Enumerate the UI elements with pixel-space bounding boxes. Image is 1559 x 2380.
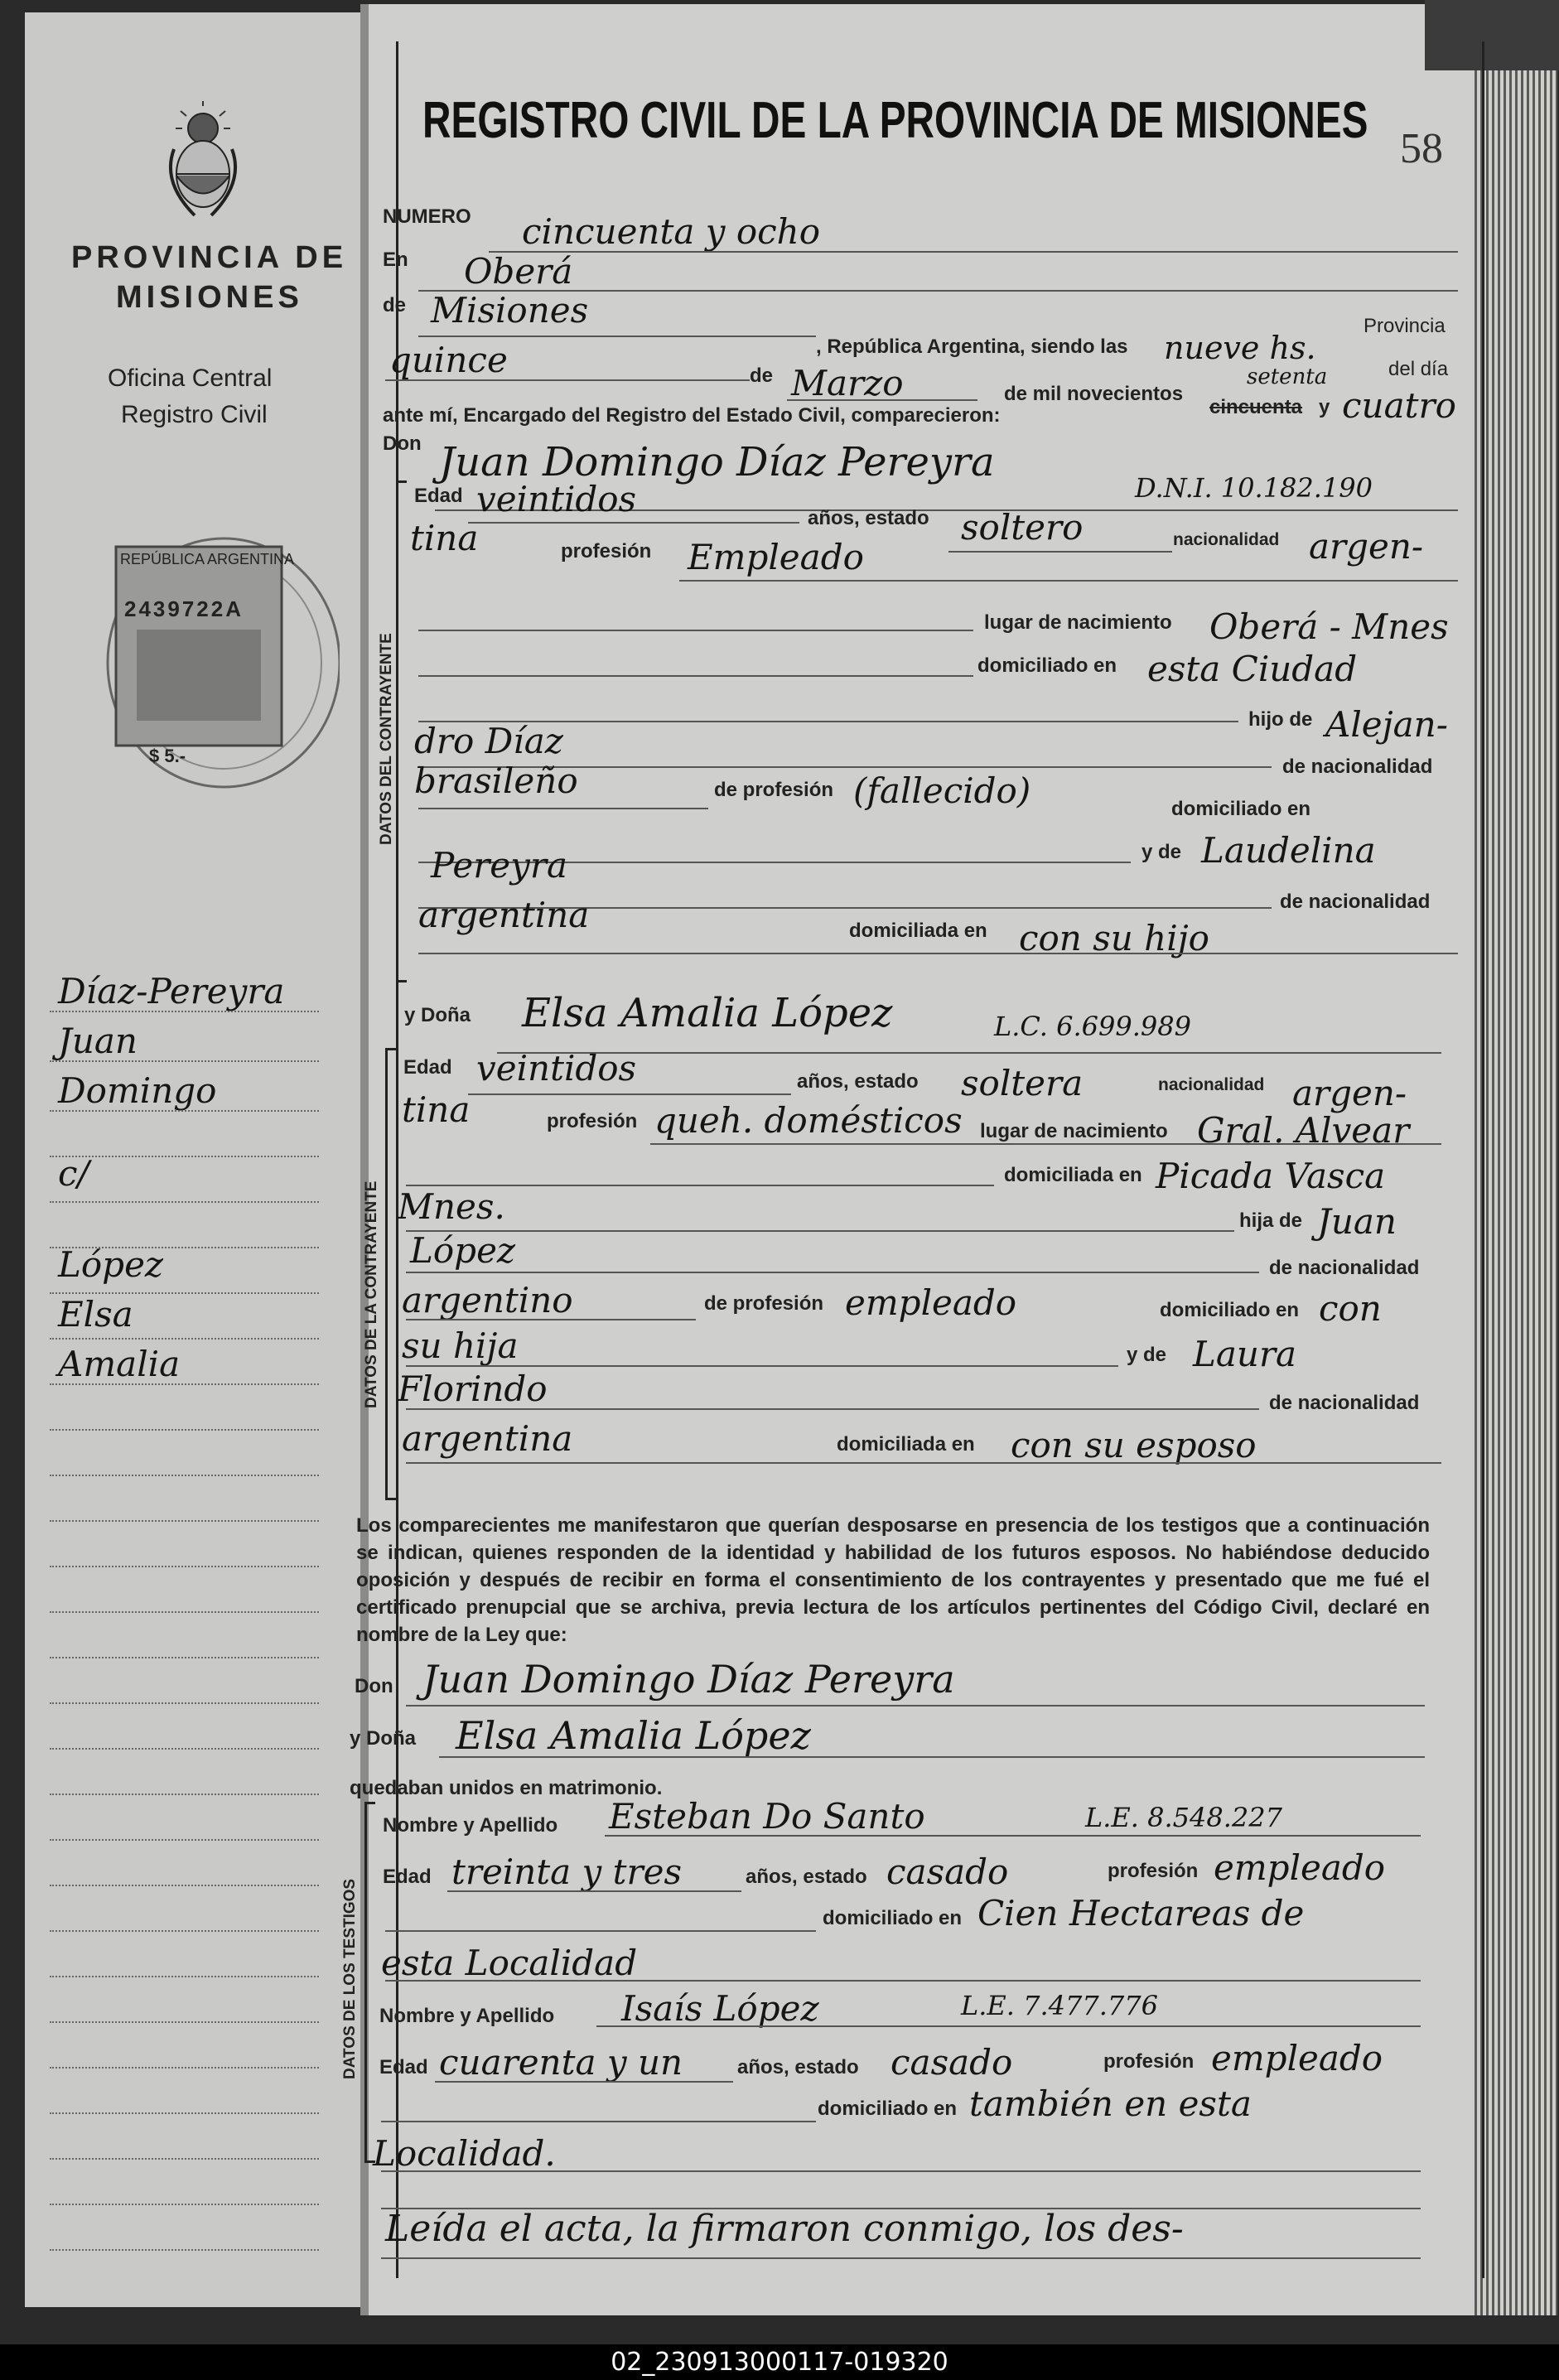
ruled-line: [50, 1475, 319, 1476]
t1-estado: casado: [886, 1851, 1009, 1892]
ruled-line: [50, 1566, 319, 1567]
groom-madre-nac-label: de nacionalidad: [1280, 891, 1431, 913]
decl-don-label: Don: [355, 1675, 393, 1697]
dia-value: quince: [389, 340, 508, 380]
groom-prof-line: [679, 580, 1458, 582]
t2-anios-label: años, estado: [737, 2056, 859, 2078]
groom-document: D.N.I. 10.182.190: [1135, 472, 1373, 504]
ante-mi-text: ante mí, Encargado del Registro del Estado Civil, comparecieron:: [383, 404, 1001, 427]
bride-lugar: Gral. Alvear: [1197, 1110, 1410, 1151]
ruled-line: [50, 1885, 319, 1886]
bride-domic-label: domiciliada en: [1004, 1164, 1142, 1186]
groom-domic-label: domiciliado en: [977, 654, 1117, 677]
bride-domicilio-a: Picada Vasca: [1156, 1156, 1386, 1196]
del-dia-label: del día: [1388, 358, 1449, 380]
ruled-line: [50, 1657, 319, 1658]
de-label: de: [383, 294, 407, 316]
stamp-serial: 2439722A: [124, 596, 244, 621]
bride-madre-nac-label: de nacionalidad: [1269, 1392, 1420, 1414]
groom-padre-a: Alejan-: [1325, 704, 1448, 745]
groom-padre-nac-line: [418, 808, 708, 809]
bride-hija-line: [406, 1230, 1234, 1232]
bride-edad-label: Edad: [403, 1056, 452, 1079]
bride-padre-nacionalidad: argentino: [402, 1280, 573, 1320]
ruled-line: [50, 1429, 319, 1431]
ruled-line: [50, 2249, 319, 2251]
ruled-line: [50, 1793, 319, 1795]
groom-padre-prof-label: de profesión: [714, 779, 834, 801]
bride-y-de-label: y de: [1127, 1344, 1167, 1366]
groom-nac-b: tina: [410, 518, 479, 558]
dia-line: [385, 379, 750, 381]
groom-madre-dom-line: [418, 953, 1458, 954]
page-edges: [1475, 4, 1557, 2315]
groom-padre-profesion: (fallecido): [853, 770, 1031, 811]
margin-name-6: Amalia: [58, 1344, 181, 1384]
testigos-side-label: DATOS DE LOS TESTIGOS: [341, 1878, 359, 2079]
groom-edad: veintidos: [476, 479, 637, 519]
ruled-line: [50, 1156, 319, 1157]
t1-domic-line: [385, 1980, 1421, 1982]
groom-nac-a: argen-: [1309, 526, 1424, 567]
bride-padre-line: [406, 1272, 1259, 1273]
groom-lugar-label: lugar de nacimiento: [984, 611, 1172, 634]
mes-line: [787, 399, 977, 401]
ruled-line: [50, 1011, 319, 1012]
decl-dona-label: y Doña: [350, 1727, 417, 1750]
t1-domicilio-b: esta Localidad: [381, 1943, 638, 1983]
stamp-country: REPÚBLICA ARGENTINA: [120, 551, 295, 567]
hora-value: nueve hs.: [1164, 330, 1316, 366]
groom-name: Juan Domingo Díaz Pereyra: [439, 439, 995, 485]
anio-y: y: [1319, 396, 1330, 418]
bride-madre-dom-line: [406, 1462, 1441, 1464]
t1-doc: L.E. 8.548.227: [1085, 1802, 1282, 1833]
bride-prof-label: profesión: [547, 1110, 638, 1132]
groom-anios-label: años, estado: [808, 507, 929, 529]
t2-nombre-line: [596, 2025, 1421, 2027]
closing-line: [381, 2257, 1421, 2259]
en-value: Oberá: [464, 251, 573, 292]
ruled-line: [50, 1110, 319, 1112]
t1-profesion: empleado: [1214, 1847, 1386, 1888]
groom-edad-label: Edad: [414, 485, 463, 507]
t2-domic-label: domiciliado en: [818, 2098, 958, 2120]
t2-profesion: empleado: [1211, 2038, 1383, 2078]
republica-label: , República Argentina, siendo las: [816, 336, 1128, 358]
t1-nombre: Esteban Do Santo: [609, 1796, 925, 1837]
margin-name-0: Díaz-Pereyra: [58, 971, 285, 1011]
groom-side-label: DATOS DEL CONTRAYENTE: [378, 633, 395, 845]
bride-padre-prof-label: de profesión: [704, 1292, 824, 1315]
t2-blank-line: [381, 2121, 816, 2122]
ruled-line: [50, 2067, 319, 2069]
bride-madre-line: [406, 1365, 1118, 1367]
office-line1: Oficina Central: [108, 364, 273, 392]
groom-y-de-label: y de: [1141, 841, 1182, 863]
groom-bracket: [396, 480, 407, 982]
bride-padre-domicilio-b: su hija: [402, 1325, 519, 1366]
groom-blank-line: [418, 630, 973, 631]
bride-lugar-label: lugar de nacimiento: [980, 1120, 1168, 1142]
bride-side-label: DATOS DE LA CONTRAYENTE: [363, 1180, 380, 1408]
groom-madre-b: Pereyra: [431, 845, 568, 886]
t2-domic-line: [381, 2170, 1421, 2172]
footer-id: 02_230913000117-019320: [0, 2344, 1559, 2380]
bride-padre-a: Juan: [1317, 1201, 1397, 1242]
ruled-line: [50, 2204, 319, 2205]
bride-nacion-label: de nacionalidad: [1269, 1257, 1420, 1279]
t1-blank-line: [385, 1930, 816, 1932]
bride-padre-domic-label: domiciliado en: [1160, 1299, 1300, 1321]
groom-lugar: Oberá - Mnes: [1209, 606, 1449, 647]
t1-anios-label: años, estado: [746, 1866, 867, 1888]
bride-madre-b: Florindo: [398, 1369, 548, 1409]
groom-edad-line: [468, 522, 799, 524]
t1-domicilio-a: Cien Hectareas de: [977, 1893, 1305, 1933]
groom-hijo-label: hijo de: [1248, 708, 1313, 731]
bride-edad: veintidos: [476, 1048, 637, 1089]
t2-doc: L.E. 7.477.776: [961, 1990, 1158, 2021]
bride-document: L.C. 6.699.989: [994, 1011, 1191, 1042]
ruled-line: [50, 1060, 319, 1062]
t2-nombre: Isaís López: [621, 1988, 819, 2029]
ruled-line: [50, 1520, 319, 1522]
anio-inserted: setenta: [1247, 364, 1328, 389]
bride-anios-label: años, estado: [797, 1070, 919, 1093]
page-title: REGISTRO CIVIL DE LA PROVINCIA DE MISIONES: [422, 92, 1368, 149]
groom-domic-line: [418, 675, 973, 677]
ruled-line: [50, 1976, 319, 1977]
bride-profesion: queh. domésticos: [654, 1100, 963, 1141]
testigos-bracket: [364, 1802, 375, 2163]
t2-edad-line: [435, 2081, 733, 2083]
bride-padre-profesion: empleado: [845, 1282, 1017, 1323]
ruled-line: [50, 2158, 319, 2160]
dona-label: y Doña: [404, 1004, 471, 1026]
provincia-label: Provincia: [1364, 315, 1446, 337]
ruled-line: [50, 1611, 319, 1613]
declaration-text: Los comparecientes me manifestaron que querían desposarse en presencia de los testigos que a continuación se indican, quienes responden de la identidad y habilidad de los futuros esposos. No habiéndose deducido oposición y después de recibir en forma el consentimiento de los contrayentes y presentado que me fué el certificado prenupcial que se archiva, previa lectura de los artículos pertinentes del Código Civil, declaré en nombre de la Ley que:: [356, 1514, 1430, 1646]
bride-name: Elsa Amalia López: [522, 990, 893, 1036]
bride-nac-label: nacionalidad: [1158, 1075, 1265, 1094]
groom-padre-nacionalidad: brasileño: [414, 760, 578, 801]
bride-madre-domicilio: con su esposo: [1011, 1425, 1257, 1465]
bride-prof-line: [650, 1143, 1441, 1145]
numero-value: cincuenta y ocho: [522, 211, 820, 252]
ruled-line: [50, 1292, 319, 1294]
en-label: En: [383, 249, 408, 271]
groom-profesion: Empleado: [688, 537, 864, 577]
groom-madre-nacionalidad: argentina: [418, 895, 590, 935]
bride-madre-a: Laura: [1193, 1334, 1297, 1374]
bride-nac-a: argen-: [1292, 1073, 1407, 1113]
groom-padre-b: dro Díaz: [414, 721, 563, 761]
t1-domic-label: domiciliado en: [823, 1907, 963, 1929]
t2-estado: casado: [891, 2042, 1013, 2083]
bride-edad-line: [468, 1093, 791, 1095]
t2-domicilio-b: Localidad.: [373, 2133, 556, 2174]
t2-domicilio-a: también en esta: [969, 2083, 1252, 2124]
margin-name-5: Elsa: [58, 1294, 133, 1335]
t1-edad: treinta y tres: [451, 1851, 683, 1892]
anio-label: de mil novecientos: [1004, 383, 1184, 405]
groom-domicilio: esta Ciudad: [1147, 649, 1358, 689]
bride-domicilio-b: Mnes.: [398, 1186, 505, 1227]
fiscal-stamp: [91, 530, 340, 862]
page-number: 58: [1400, 125, 1443, 172]
groom-nacion-label: de nacionalidad: [1282, 756, 1433, 778]
t1-edad-label: Edad: [383, 1866, 432, 1888]
office-line2: Registro Civil: [121, 401, 268, 428]
groom-padre-domic-label: domiciliado en: [1171, 798, 1311, 820]
bride-padre-domicilio-a: con: [1319, 1288, 1382, 1329]
groom-madre-domic-label: domiciliada en: [849, 920, 987, 942]
ruled-line: [50, 2112, 319, 2114]
ruled-line: [50, 1338, 319, 1340]
t2-nombre-label: Nombre y Apellido: [379, 2005, 555, 2027]
de-line: [418, 336, 816, 337]
decl-don: Juan Domingo Díaz Pereyra: [422, 1657, 955, 1702]
de-mes-label: de: [750, 364, 774, 387]
t2-prof-label: profesión: [1103, 2050, 1195, 2073]
margin-name-4: López: [58, 1244, 164, 1285]
de-value: Misiones: [431, 290, 589, 331]
groom-madre-a: Laudelina: [1201, 830, 1376, 871]
quedaban-text: quedaban unidos en matrimonio.: [350, 1777, 663, 1799]
t2-edad: cuarenta y un: [439, 2042, 683, 2083]
t1-nombre-line: [605, 1835, 1421, 1837]
ruled-line: [50, 2021, 319, 2023]
bride-madre-name-line: [406, 1408, 1259, 1410]
ruled-line: [50, 1748, 319, 1750]
bride-padre-b: López: [410, 1230, 516, 1271]
decl-don-line: [406, 1705, 1425, 1707]
numero-line: [489, 251, 1458, 253]
province-line1: PROVINCIA DE: [71, 240, 348, 275]
ruled-line: [50, 1383, 319, 1385]
bride-name-line: [497, 1052, 1441, 1054]
t1-prof-label: profesión: [1108, 1860, 1199, 1882]
bride-madre-domic-label: domiciliada en: [837, 1433, 975, 1456]
groom-nac-label: nacionalidad: [1173, 530, 1280, 549]
groom-estado: soltero: [961, 507, 1084, 548]
anio-struck: cincuenta: [1209, 396, 1303, 418]
bride-estado: soltera: [961, 1063, 1084, 1103]
ruled-line: [50, 1702, 319, 1704]
decl-dona-line: [439, 1756, 1425, 1758]
bride-hija-label: hija de: [1239, 1209, 1303, 1232]
anio-end: cuatro: [1342, 385, 1456, 426]
bride-madre-nacionalidad: argentina: [402, 1418, 573, 1459]
bride-padre-nac-line: [406, 1319, 696, 1320]
margin-name-1: Juan: [58, 1021, 138, 1061]
argentina-coat-of-arms-icon: [157, 99, 249, 224]
bride-nac-b: tina: [402, 1089, 471, 1130]
ruled-line: [50, 1247, 319, 1248]
groom-madre-domicilio: con su hijo: [1019, 918, 1209, 958]
province-line2: MISIONES: [116, 280, 303, 315]
margin-name-3: c/: [58, 1153, 89, 1194]
ruled-line: [50, 1201, 319, 1203]
closing-text: Leída el acta, la firmaron conmigo, los des-: [385, 2208, 1184, 2250]
ruled-line: [50, 1839, 319, 1841]
groom-prof-label: profesión: [561, 540, 652, 562]
t1-nombre-label: Nombre y Apellido: [383, 1814, 558, 1837]
groom-estado-line: [948, 551, 1172, 553]
don-label: Don: [383, 432, 422, 455]
t2-edad-label: Edad: [379, 2056, 428, 2078]
t1-edad-line: [447, 1890, 741, 1892]
stamp-amount: $ 5.-: [149, 746, 186, 766]
decl-dona: Elsa Amalia López: [456, 1713, 811, 1758]
mes-value: Marzo: [791, 363, 904, 403]
ruled-line: [50, 1930, 319, 1932]
numero-label: NUMERO: [383, 205, 471, 228]
margin-name-2: Domingo: [58, 1070, 217, 1111]
bride-bracket: [385, 1048, 396, 1500]
